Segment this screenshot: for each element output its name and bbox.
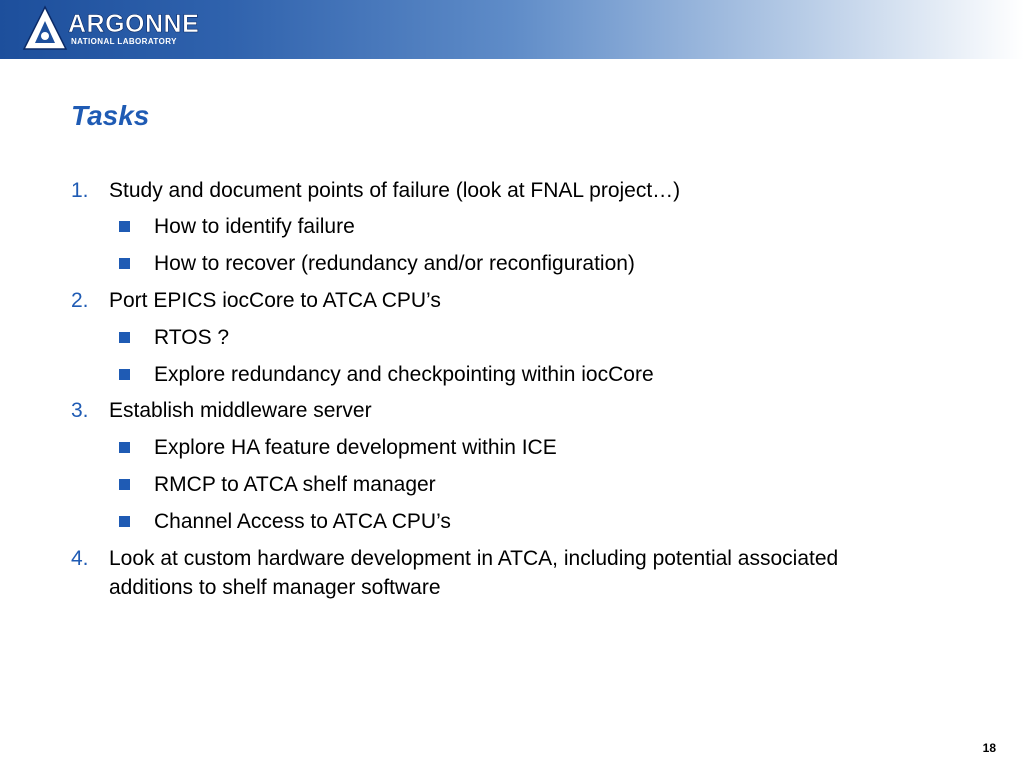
task-text: Look at custom hardware development in ATCA, including potential associated additions to shelf manager software (109, 547, 839, 599)
task-text: Port EPICS iocCore to ATCA CPU’s (109, 289, 441, 312)
subtask-text: How to identify failure (154, 215, 355, 238)
task-number: 3. (71, 399, 89, 422)
square-bullet-icon (119, 221, 130, 232)
slide-title: Tasks (71, 100, 150, 131)
task-number: 4. (71, 547, 89, 570)
square-bullet-icon (119, 442, 130, 453)
subtask-text: RTOS ? (154, 326, 230, 349)
logo-wordmark: ARGONNE (68, 10, 200, 38)
subtask-text: Explore HA feature development within ICE (154, 436, 557, 459)
task-text: Establish middleware server (109, 399, 372, 422)
square-bullet-icon (119, 258, 130, 269)
square-bullet-icon (119, 479, 130, 490)
logo-subtitle: NATIONAL LABORATORY (71, 37, 177, 46)
subtask-text: RMCP to ATCA shelf manager (154, 473, 436, 496)
subtask-text: Channel Access to ATCA CPU’s (154, 510, 451, 533)
argonne-logo (22, 5, 222, 53)
subtask-text: Explore redundancy and checkpointing within iocCore (154, 363, 654, 386)
square-bullet-icon (119, 516, 130, 527)
square-bullet-icon (119, 332, 130, 343)
argonne-triangle-logo-icon (22, 5, 68, 51)
task-number: 2. (71, 289, 89, 312)
header-banner (0, 0, 1024, 59)
page-number: 18 (982, 741, 996, 755)
task-number: 1. (71, 179, 89, 202)
square-bullet-icon (119, 369, 130, 380)
subtask-text: How to recover (redundancy and/or reconfiguration) (154, 252, 635, 275)
task-text: Study and document points of failure (look at FNAL project…) (109, 179, 681, 202)
